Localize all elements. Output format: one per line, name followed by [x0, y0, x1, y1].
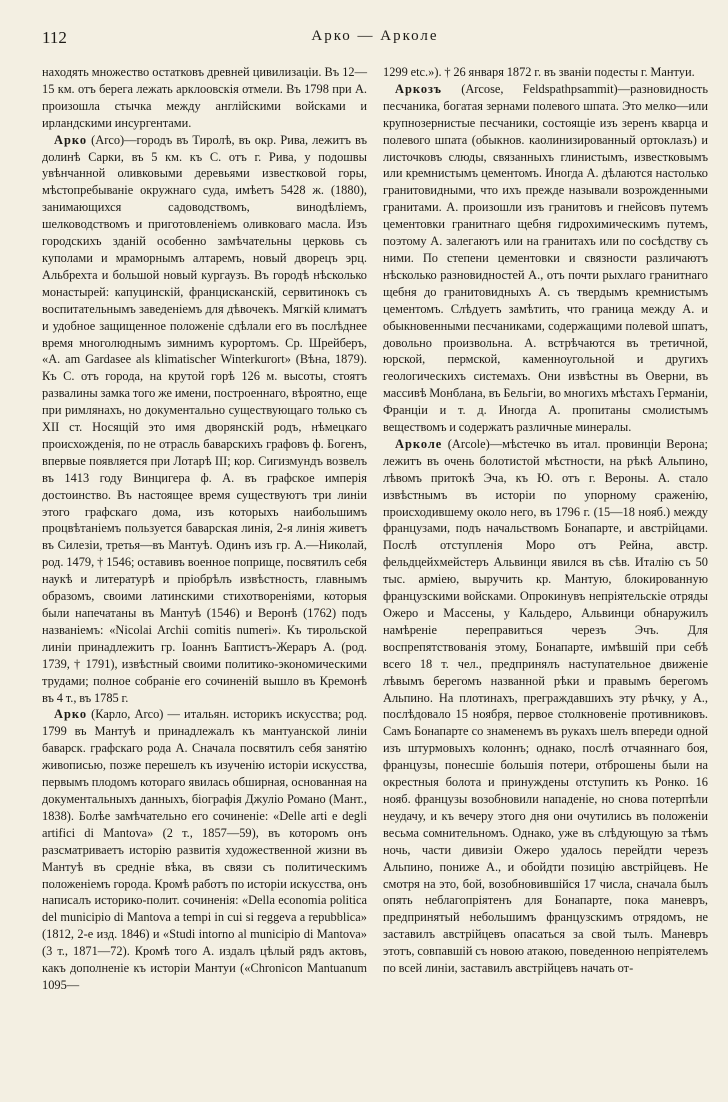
entry-text: (Arcole)—мѣстечко въ итал. провинціи Верона; лежитъ въ очень болотистой мѣстности, на рѣкѣ Альпино, лѣвомъ притокѣ Эча, къ Ю. отъ г. Вероны. А. стало извѣстнымъ въ исторіи по упорному сраженію, происходившему около него, въ 1796 г. (15—18 нояб.) между французами, подъ начальствомъ Бонапарте, и австрійцами. Послѣ отступленія Моро отъ Рейна, австр. фельдцейхмейстеръ Альвинци явился въ сѣв. Италію съ 50 тыс. арміею, выручить кр. Мантую, блокированную французскими войсками. Опрокинувъ непріятельскіе отряды Ожеро и Массены, у Кальдеро, Альвинци обнаружилъ намѣреніе переправиться черезъ Эчъ. Для воспрепятствованія этому, Бонапарте, имѣвшій при себѣ всего 18 т. чел., предпринялъ наступательное движеніе лѣвымъ берегомъ названной рѣки и правымъ берегомъ Альпино. На плотинахъ, преграждавшихъ эту рѣчку, у А., послѣдовало 15 ноября, первое столкновеніе противниковъ. Самъ Бонапарте со знаменемъ въ рукахъ шелъ впереди одной изъ штурмовыхъ колоннъ; однако, послѣ отчаяннаго боя, французы, понесшіе большія потери, отброшены были на окрестныя болота и принуждены отступить къ Ронко. 16 нояб. французы возобновили нападеніе, но снова потерпѣли неудачу, и къ вечеру этого дня они очутились въ положеніи весьма сомнительномъ. Однако, уже въ слѣдующую за тѣмъ ночь, части дивизіи Ожеро удалось перейдти черезъ Альпино, пониже А., и обойдти позицію австрійцевъ. Не смотря на это, бой, возобновившійся 17 числа, сначала былъ опять неблагопріятенъ для Бонапарте, пока маневръ, предпринятый небольшимъ французскимъ отрядомъ, не заставилъ австрійцевъ опасаться за свой тылъ. Маневръ этотъ, совпавшій съ новою атакою, поведенною непріятелемъ по всей линіи, заставилъ австрійцевъ начать от- — [383, 436, 708, 976]
paragraph-continuation — [383, 64, 708, 81]
text-columns — [42, 64, 708, 994]
entry-headword: Арко — [54, 707, 88, 722]
entry-text: (Arco)—городъ въ Тиролѣ, въ окр. Рива, лежитъ въ долинѣ Сарки, въ 5 км. къ С. отъ г. Рива, у подошвы увѣнчанной оливковыми деревьями известковой горы, мѣстопребываніе окружнаго суда, имѣетъ 5428 ж. (1880), занимающихся садоводствомъ, винодѣліемъ, шелководствомъ и приготовленіемъ оливковаго масла. Изъ городскихъ зданій особенно замѣчательны церковь съ куполами и мраморнымъ алтаремъ, новый дворецъ эрц. Альбрехта и большой новый кургаузъ. Въ городѣ нѣсколько монастырей: капуцинскій, францисканскій, сервитинокъ съ воспитательнымъ заведеніемъ для дѣвочекъ. Мягкій климатъ и удобное защищенное положеніе сдѣлали его въ послѣднее время многолюднымъ зимнимъ курортомъ. Ср. Шрейберъ, «A. am Gardasee als klimatischer Winterkurort» (Вѣна, 1879). Къ С. отъ города, на крутой горѣ 126 м. высоты, стоятъ развалины замка того же имени, построеннаго, вѣроятно, еще при римлянахъ, но документально существующаго только съ XII ст. Носящій это имя дворянскій родъ, нѣмецкаго происхожденія, по не отрасль баварскихъ графовъ ф. Богенъ, впервые появляется при Лотарѣ III; кор. Сигизмундъ возвелъ въ 1413 году Винцигера ф. А. въ графское имперія достоинство. Въ настоящее время существуютъ три линіи этого графскаго дома, изъ которыхъ наибольшимъ процвѣтаніемъ пользуется баварская линія, 2-я линія живетъ въ Силезіи, третья—въ Мантуѣ. Одинъ изъ гр. А.—Николай, род. 1479, † 1546; оставивъ военное поприще, посвятилъ себя наукѣ и литературѣ и пріобрѣлъ извѣстность, главнымъ образомъ, своими латинскими стихотвореніями, которыя были напечатаны въ Мантуѣ (1546) и Веронѣ (1762) подъ названіемъ: «Nicolai Archii comitis numeri». Къ тирольской линіи принадлежитъ гр. Іоаннъ Баптистъ-Жераръ А. (род. 1739, † 1791), извѣстный своими политико-экономическими трудами; полное собраніе его сочиненій вышло въ Кремонѣ въ 4 т., въ 1785 г. — [42, 132, 367, 705]
entry-arkole — [383, 436, 708, 977]
paragraph-text: 1299 etc.»). † 26 января 1872 г. въ званіи подесты г. Мантуи. — [383, 65, 695, 79]
paragraph-continuation — [42, 64, 367, 132]
entry-text: (Карло, Arco) — итальян. историкъ искусства; род. 1799 въ Мантуѣ и принадлежалъ къ мантуанской линіи баварск. графскаго рода А. Сначала посвятилъ себя занятію живописью, позже перешелъ къ изученію исторіи искусства, первымъ плодомъ котораго явилась обширная, основанная на документальныхъ данныхъ, біографія Джуліо Романо (Мант., 1838). Болѣе замѣчательно его сочиненіе: «Delle arti e degli artifici di Mantova» (2 т., 1857—59), въ которомъ онъ разсматриваетъ исторію развитія художественной жизни въ Мантуѣ въ средніе вѣка, въ связи съ политическимъ положеніемъ города. Кромѣ работъ по исторіи искусства, онъ написалъ историко-полит. сочиненія: «Della economia politica del municipio di Mantova a tempi in cui si reggeva a repubblica» (1812, 2-е изд. 1846) и «Studi intorno al municipio di Mantova» (3 т., 1871—72). Кромѣ того А. издалъ цѣлый рядъ актовъ, какъ дополненіе къ исторіи Мантуи («Chronicon Mantuanum 1095— — [42, 707, 367, 992]
entry-headword: Аркозъ — [395, 81, 443, 96]
page-header — [42, 28, 708, 54]
left-column — [42, 64, 367, 994]
entry-arko-town — [42, 132, 367, 707]
paragraph-text: находять множество остатковъ древней цивилизаціи. Въ 12—15 км. отъ берега лежать арклоовскія отмели. Въ 1798 при А. произошла стычка между англійскими войсками и ирландскими инсургентами. — [42, 65, 367, 130]
entry-arkoz — [383, 81, 708, 436]
running-head: Арко — Арколе — [311, 28, 439, 44]
entry-text: (Arcose, Feldspathpsammit)—разновидность песчаника, богатая зернами полевого шпата. Это мелко—или крупнозернистые песчаники, состоящіе изъ зеренъ кварца и полевого шпата (обыкнов. каолинизированный ортоклазъ) и листочковъ слюды, связанныхъ глинистымъ, известковымъ или кремнистымъ цементомъ. Иногда А. дѣлаются настолько гранитовидными, что ихъ прежде называли возрожденными гранитами. А. произошли изъ гранитовъ и гнейсовъ путемъ цементовки гранитнаго щебня гидрохимическимъ путемъ, поэтому А. залегаютъ или на гранитахъ или по сосѣдству съ ними. По степени цементовки и связности различаютъ нѣсколько разновидностей А., отъ почти рыхлаго гранитнаго щебня до гранитовидныхъ А. съ твердымъ кремнистымъ цементомъ. Слѣдуетъ замѣтить, что граница между А. и обыкновенными песчаниками, содержащими полевой шпатъ, довольно произвольна. А. встрѣчаются въ третичной, юрской, пермской, каменноугольной и другихъ геологическихъ системахъ. Они извѣстны въ Оверни, въ массивѣ Монблана, въ Бельгіи, во многихъ мѣстахъ Германіи, Франціи и т. д. Иногда А. пропитаны смолистымъ веществомъ и содержатъ различные минералы. — [383, 81, 708, 435]
entry-headword: Арколе — [395, 436, 443, 451]
entry-headword: Арко — [54, 132, 88, 147]
right-column — [383, 64, 708, 994]
entry-arko-carlo — [42, 706, 367, 993]
page-number: 112 — [42, 28, 67, 47]
